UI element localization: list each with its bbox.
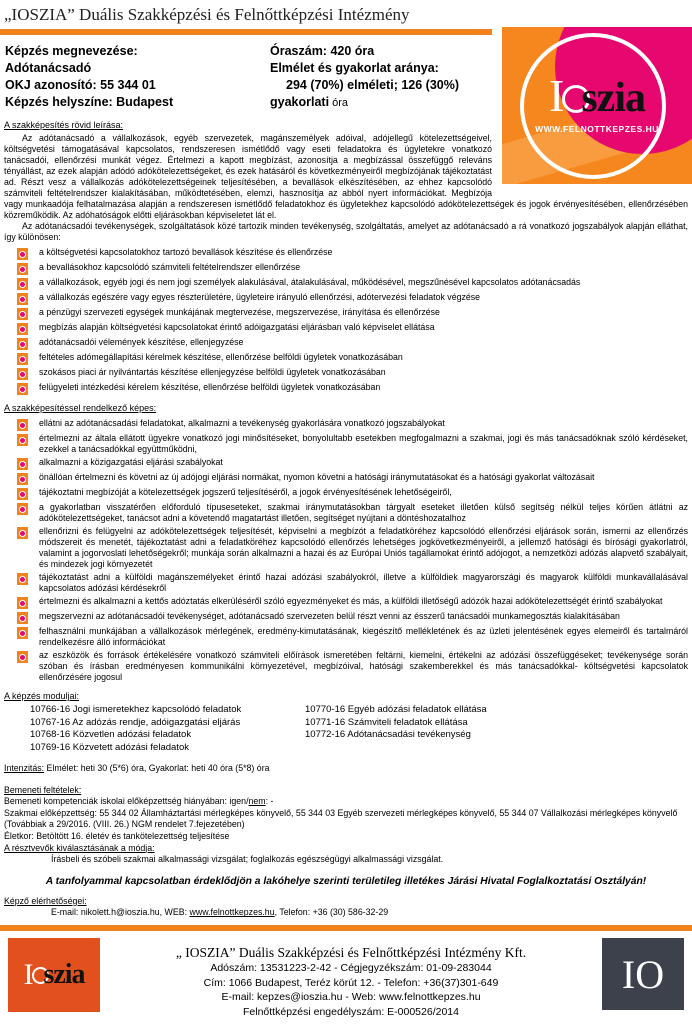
short-desc-paragraph-1: Az adótanácsadó a vállalkozások, egyéb szervezetek, magánszemélyek adóival, adójellegű kötelezettségeivel, költségvetési támogatásával kapcsolatos, rendszeresen ismétlődő vagy eseti feladatokra és ügyletekre vonatkozó tanácsadói, ellenőrzési munkát végez. Értelmezi a kapott megbízást, azonosítja a megbízással összefüggő releváns tényállást, az ezek alapján adódó adókötelezettségeket, és ezek hatásáról és következményeiről megbízójának tájékoztatást ad. Részt vesz a vállalkozás adókötelezettségeinek teljesítésében, a bevallások elkészítésében, az ehhez kapcsolódó számviteli feltételrendszer kialakításában, működtetésében, elemzi, hasznosítja az abból nyert információkat. Megbízója vagy munkaadója felhatalmazása alapján a rendszeresen ismétlődő feladatokhoz és ügyletekhez kapcsolódó adókötelezettségek és jogok érvényesítésében, ellenőrzésében közreműködik. Az adóhatóságok előtti eljárásokban képviseletet lát el. xyxy=(4,133,688,220)
intensity-text: Elmélet: heti 30 (5*6) óra, Gyakorlat: heti 40 óra (5*8) óra xyxy=(44,763,270,773)
list-item xyxy=(17,472,688,485)
list-item-text: megszervezni az adótanácsadói tevékenységet, adótanácsadó szervezeten belül részt venni az ésszerű tanácsadói munkamegosztás kialakításában xyxy=(39,611,620,621)
bullet-circle-shape xyxy=(19,251,26,258)
list-item-text: szokásos piaci ár nyilvántartás készítése ellenjegyzése belföldi ügyletek vonatkozásában xyxy=(39,367,386,377)
module-item: 10770-16 Egyéb adózási feladatok ellátása xyxy=(305,704,487,715)
ioszia-bullet-icon xyxy=(17,353,28,365)
entry-line-3: Életkor: Betöltött 16. életév és tankötelezettség teljesítése xyxy=(4,830,230,841)
ratio-value: 294 (70%) elméleti; 126 (30%) xyxy=(286,78,460,92)
bullet-circle-shape xyxy=(19,371,26,378)
list-item xyxy=(17,433,688,455)
list-item xyxy=(17,307,688,320)
skills-list xyxy=(17,418,692,683)
course-info-line: Képzés megnevezése: xyxy=(5,44,138,58)
bullet-circle-shape xyxy=(19,341,26,348)
list-item-text: felhasználni munkájában a vállalkozások mérlegének, eredmény-kimutatásának, kiegészítő mellékletének és az üzleti jelentésének egyes elemeiről és tartalmáról rendelkezésre álló információkat xyxy=(39,626,688,647)
list-item-text: megbízás alapján költségvetési kapcsolatokat érintő adóigazgatási eljárásban való képviselet ellátása xyxy=(39,322,435,332)
ioszia-bullet-icon xyxy=(17,527,28,539)
modules-left-column xyxy=(30,704,305,754)
module-item: 10769-16 Közvetett adózási feladatok xyxy=(30,741,189,753)
modules-columns xyxy=(30,704,692,754)
list-item-text: értelmezni az általa ellátott ügyekre vonatkozó jogi minősítéseket, bonyolultabb esetekben megfogalmazni a szakmai, jogi és más tanácsadóknak szóló kérdéseket, ezekkel a tanácsadókkal együttműködni, xyxy=(39,433,688,454)
ioszia-bullet-icon xyxy=(17,368,28,380)
list-item xyxy=(17,382,688,395)
entry-line-1 xyxy=(4,796,692,808)
module-item: 10767-16 Az adózás rendje, adóigazgatási eljárás xyxy=(30,716,241,728)
contact-block xyxy=(0,896,692,919)
bullet-circle-shape xyxy=(19,654,26,661)
list-item xyxy=(17,292,688,305)
footer-logo-letter-i: I xyxy=(23,958,34,991)
felnottkepzes-link[interactable]: www.felnottkepzes.hu xyxy=(189,907,275,918)
list-item-text: adótanácsadói vélemények készítése, ellenjegyzése xyxy=(39,337,244,347)
ioszia-bullet-icon xyxy=(17,458,28,470)
hours-line: Óraszám: 420 óra xyxy=(270,44,375,58)
intensity-line xyxy=(4,763,692,775)
logo-letters-szia: szia xyxy=(581,75,645,121)
list-item xyxy=(17,337,688,350)
short-desc-heading: A szakképesítés rövid leírása: xyxy=(4,120,124,130)
footer-company-line: E-mail: kepzes@ioszia.hu - Web: www.felnottkepzes.hu xyxy=(221,991,481,1003)
footer-company-name: „ IOSZIA” Duális Szakképzési és Felnőttképzési Intézmény Kft. xyxy=(175,945,527,960)
list-item-text: feltételes adómegállapítási kérelmek készítése, ellenőrzése belföldi ügyletek vonatkozásában xyxy=(39,352,403,362)
footer-company-block xyxy=(100,938,602,1019)
bullet-circle-shape xyxy=(19,296,26,303)
bullet-circle-shape xyxy=(19,630,26,637)
list-item xyxy=(17,611,688,624)
footer-logo-letters-szia: szia xyxy=(43,959,85,990)
bullet-circle-shape xyxy=(19,326,26,333)
ioszia-bullet-icon xyxy=(17,573,28,585)
bullet-circle-shape xyxy=(19,506,26,513)
bullet-circle-shape xyxy=(19,576,26,583)
entry-requirements xyxy=(0,785,692,866)
modules-heading: A képzés moduljai: xyxy=(4,691,80,701)
list-item-text: alkalmazni a közigazgatási eljárási szabályokat xyxy=(39,457,223,467)
list-item xyxy=(17,262,688,275)
bullet-circle-shape xyxy=(19,281,26,288)
module-item: 10768-16 Közvetlen adózási feladatok xyxy=(30,729,192,740)
list-item-text: a vállalkozás egészére vagy egyes részterületére, ügyleteire irányuló ellenőrzési, adótervezési feladatok végzése xyxy=(39,292,481,302)
list-item xyxy=(17,626,688,648)
list-item-text: értelmezni és alkalmazni a kettős adóztatás elkerüléséről szóló egyezményeket és más, a külföldi illetőségű adózók hazai adókötelezettségét érintő szabályokat xyxy=(39,596,663,606)
list-item-text: tájékoztatást adni a külföldi magánszemélyeket érintő hazai adózási szabályokról, illetve a külföldiek magyarországi és magyarok külföldi munkavállalásával kapcsolatos adózási kérdésekről xyxy=(39,572,688,593)
selection-heading: A résztvevők kiválasztásának a módja: xyxy=(4,842,155,853)
list-item xyxy=(17,457,688,470)
ioszia-bullet-icon xyxy=(17,503,28,515)
bullet-circle-shape xyxy=(19,266,26,273)
short-desc-paragraph-2: Az adótanácsadói tevékenységek, szolgáltatások közé tartozik minden tevékenység, szolgáltatás, amelyet az adótanácsadó a rá vonatkozó jogszabályok alapján elláthat, így különösen: xyxy=(4,221,688,242)
list-item xyxy=(17,367,688,380)
footer-company-line: Felnőttképzési engedélyszám: E-000526/2014 xyxy=(243,1005,459,1018)
list-item-text: a vállalkozások, egyéb jogi és nem jogi személyek alakulásával, átalakulásával, működésével, megszűnésével kapcsolatos adótanácsadás xyxy=(39,277,581,287)
list-item xyxy=(17,526,688,570)
list-item xyxy=(17,247,688,260)
bullet-circle-shape xyxy=(19,491,26,498)
list-item-text: a bevallásokhoz kapcsolódó számviteli feltételrendszer ellenőrzése xyxy=(39,262,301,272)
list-item-text: felügyeleti intézkedési kérelem készítése, ellenőrzése belföldi ügyletek vonatkozásában xyxy=(39,382,381,392)
course-info-line: OKJ azonosító: 55 344 01 xyxy=(5,78,156,92)
ratio-tail-normal: óra xyxy=(329,97,349,109)
ioszia-bullet-icon xyxy=(17,308,28,320)
bullet-circle-shape xyxy=(19,437,26,444)
ioszia-bullet-icon xyxy=(17,323,28,335)
contact-email-text: E-mail: nikolett.h@ioszia.hu, WEB: xyxy=(51,907,190,918)
module-item: 10772-16 Adótanácsadási tevékenység xyxy=(305,729,471,740)
ioszia-logo xyxy=(502,27,692,184)
footer-company-line: Cím: 1066 Budapest, Teréz körút 12. - Telefon: +36(37)301-649 xyxy=(203,976,499,989)
bullet-circle-shape xyxy=(19,476,26,483)
list-item-text: önállóan értelmezni és követni az új adójogi eljárási normákat, nyomon követni a hatósági iránymutatásokat és a hatósági gyakorlat változásait xyxy=(39,472,595,482)
ioszia-bullet-icon xyxy=(17,473,28,485)
logo-website-text: WWW.FELNOTTKEPZES.HU xyxy=(535,124,659,134)
header-rule xyxy=(0,29,492,35)
course-info xyxy=(5,43,492,112)
list-item-text: a pénzügyi szervezeti egységek munkájának megtervezése, megszervezése, irányítása és ellenőrzése xyxy=(39,307,440,317)
entry-line-1-pre: Bemeneti kompetenciák iskolai előképzettség hiányában: igen/ xyxy=(4,796,249,807)
bullet-circle-shape xyxy=(19,600,26,607)
entry-line-1-post: : - xyxy=(265,796,274,807)
ioszia-footer-logo xyxy=(8,938,100,1012)
ioszia-bullet-icon xyxy=(17,419,28,431)
logo-wordmark xyxy=(502,69,692,122)
contact-heading: Képző elérhetőségei: xyxy=(4,895,87,906)
skills-heading: A szakképesítéssel rendelkező képes: xyxy=(4,403,157,413)
list-item xyxy=(17,322,688,335)
selection-text: Írásbeli és szóbeli szakmai alkalmassági vizsgálat; foglalkozás egészségügyi alkalmassági vizsgálat. xyxy=(51,854,444,865)
list-item xyxy=(17,596,688,609)
intensity-label: Intenzitás: xyxy=(4,763,45,773)
entry-line-2: Szakmai előképzettség: 55 344 02 Államháztartási mérlegképes könyvelő, 55 344 03 Egyéb szervezeti mérlegképes könyvelő, 55 344 07 Vállalkozási mérlegképes könyvelő (Továbbiak a 29/2016. (VIII. 26.) NGM rendelet 7.fejezetében) xyxy=(4,807,678,830)
ioszia-bullet-icon xyxy=(17,278,28,290)
ioszia-bullet-icon xyxy=(17,488,28,500)
ioszia-bullet-icon xyxy=(17,434,28,446)
list-item xyxy=(17,487,688,500)
list-item-text: tájékoztatni megbízóját a kötelezettségek jogszerű teljesítéséről, a jogok érvényesítésének lehetőségeiről, xyxy=(39,487,452,497)
contact-phone-text: , Telefon: +36 (30) 586-32-29 xyxy=(274,907,389,918)
bullet-circle-shape xyxy=(19,461,26,468)
ratio-tail xyxy=(270,94,459,112)
bullet-circle-shape xyxy=(19,386,26,393)
ioszia-bullet-icon xyxy=(17,597,28,609)
module-item: 10771-16 Számviteli feladatok ellátása xyxy=(305,716,468,728)
list-item xyxy=(17,572,688,594)
bullet-circle-shape xyxy=(19,422,26,429)
course-info-line: Adótanácsadó xyxy=(5,61,92,75)
entry-line-1-underlined: nem xyxy=(248,796,266,807)
course-info-line: Képzés helyszíne: Budapest xyxy=(5,95,174,109)
bullet-circle-shape xyxy=(19,311,26,318)
list-item xyxy=(17,418,688,431)
modules-right-column xyxy=(305,704,487,754)
ratio-tail-bold: gyakorlati xyxy=(270,95,330,109)
ioszia-bullet-icon xyxy=(17,248,28,260)
entry-heading: Bemeneti feltételek: xyxy=(4,784,82,795)
list-item xyxy=(17,277,688,290)
ioszia-bullet-icon xyxy=(17,338,28,350)
footer-company-lines xyxy=(100,961,602,1019)
footer xyxy=(0,938,692,1019)
list-item-text: a gyakorlatban visszatérően előforduló típuseseteket, szakmai iránymutatásokban tárgyalt eseteket illetően külső segítség nélkül teljes körűen átlátni az adókötelezettségeket, tanácsot adni a követendő magatartást illetően, segítséget nyújtani a döntéshozatalhoz xyxy=(39,502,688,523)
ioszia-bullet-icon xyxy=(17,383,28,395)
list-item xyxy=(17,650,688,683)
office-notice: A tanfolyammal kapcsolatban érdeklődjön a lakóhelye szerinti területileg illetékes Járási Hivatal Foglalkoztatási Osztályán! xyxy=(45,875,647,887)
io-square-logo: IO xyxy=(602,938,684,1010)
tasks-list xyxy=(17,247,692,395)
list-item-text: az eszközök és források értékelésére vonatkozó számviteli előírások ismeretében feltárni, kiemelni, értékelni az adózási összefüggéseket; tevékenysége során szóban és írásban eredményesen kommunikálni környezetével, megbízóival, hatósági szakemberekkel és más tanácsadókkal- költségvetési kapcsolatok ellenőrzésére jogosul xyxy=(39,650,688,682)
list-item-text: ellátni az adótanácsadási feladatokat, alkalmazni a tevékenység gyakorlására vonatkozó jogszabályokat xyxy=(39,418,445,428)
bullet-circle-shape xyxy=(19,356,26,363)
course-info-right xyxy=(270,43,459,112)
list-item xyxy=(17,352,688,365)
ioszia-bullet-icon xyxy=(17,293,28,305)
bullet-circle-shape xyxy=(19,615,26,622)
ioszia-bullet-icon xyxy=(17,627,28,639)
footer-rule xyxy=(0,925,692,931)
list-item-text: a költségvetési kapcsolatokhoz tartozó bevallások készítése és ellenőrzése xyxy=(39,247,333,257)
ioszia-bullet-icon xyxy=(17,263,28,275)
footer-company-line: Adószám: 13531223-2-42 - Cégjegyzékszám: 01-09-283044 xyxy=(210,962,492,974)
bullet-circle-shape xyxy=(19,530,26,537)
ioszia-bullet-icon xyxy=(17,651,28,663)
logo-letter-i: I xyxy=(549,70,565,121)
list-item-text: ellenőrizni és felügyelni az adókötelezettségek teljesítését, képviselni a megbízót a feladatköréhez kapcsolódó ellenőrzési eljárások során, ismerni az ellenőrzés módszereit és menetét, tájékoztatást adni a feladatköréhez kapcsolódó ellenőrzés lehetséges jogkövetkezményeiről, a jellemző hatósági és bírósági gyakorlatról, valamint a jogorvoslati lehetőségekről; munkája során alkalmazni a hazai és az Európai Uniós tagállamokat érintő adójogot, a nemzetközi adózás alapvető szabályait, és mindezek jogi környezetét xyxy=(39,526,688,569)
page-title: „IOSZIA” Duális Szakképzési és Felnőttképzési Intézmény xyxy=(4,5,410,24)
contact-line xyxy=(51,907,692,919)
ratio-label: Elmélet és gyakorlat aránya: xyxy=(270,61,439,75)
course-info-left xyxy=(5,43,270,112)
ioszia-bullet-icon xyxy=(17,612,28,624)
module-item: 10766-16 Jogi ismeretekhez kapcsolódó feladatok xyxy=(30,704,242,715)
list-item xyxy=(17,502,688,524)
